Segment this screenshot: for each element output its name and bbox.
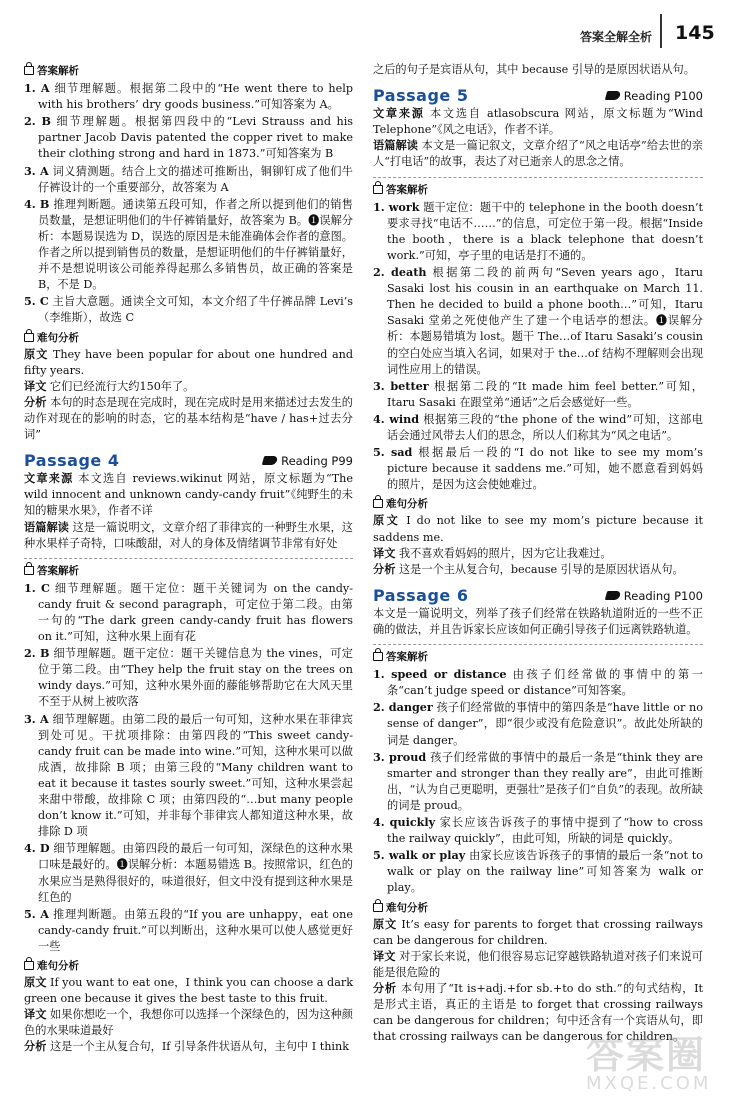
answer-explanation: 根据第二段的“It made him feel better.”可知，Itaru Sasaki 在跟堂弟“通话”之后会感觉好一些。: [387, 379, 703, 409]
answer-number: 5. walk or play: [373, 848, 466, 863]
section-heading: [24, 958, 353, 974]
answer-number: 3. A: [24, 163, 49, 178]
plain-text: 之后的句子是宾语从句，其中 because 引导的是原因状语从句。: [373, 63, 695, 76]
answer-number: 1. work: [373, 199, 420, 214]
pointing-hand-icon: [605, 91, 621, 100]
labeled-paragraph: [373, 546, 703, 562]
answer-number: 1. speed or distance: [373, 667, 507, 682]
divider: [24, 558, 353, 559]
answer-item: [373, 444, 703, 493]
answer-explanation: 推理判断题。通读第五段可知，作者之所以提到他们的销售员数量，是想证明他们的牛仔裤销量好，故答案为 B。❶误解分析：本题易误选为 D，误选的原因是未能准确体会作者的意图。作者之所以提到销售员的数量，是想证明他们的牛仔裤销量好，并不是想说明该公司能养得起那么多销售员，故正确的答案是 B，不是 D。: [38, 197, 353, 292]
paragraph-text: 这是一个主从复合句，because 引导的是原因状语从句。: [398, 562, 684, 576]
paragraph-label: 原文: [24, 976, 47, 990]
paragraph-label: 分析: [24, 1040, 47, 1054]
labeled-paragraph: [24, 379, 353, 395]
paragraph-text: 这是一个主从复合句，If 引导条件状语从句，主句中 I think: [49, 1040, 349, 1054]
answer-explanation: 细节理解题。根据第四段中的“Levi Strauss and his partner Jacob Davis patented the copper rivet to make their clothing strong and hard in 1873.”可知答案为 B: [38, 115, 354, 161]
answer-item: [24, 293, 353, 326]
labeled-paragraph: [24, 520, 353, 552]
answer-number: 2. danger: [373, 700, 433, 715]
paragraph-label: 文章来源: [373, 107, 425, 121]
answer-number: 3. proud: [373, 749, 427, 764]
section-heading: [373, 182, 703, 198]
answer-explanation: 细节理解题。由第四段的最后一句可知，深绿色的这种水果口味是最好的。❶误解分析：本题易错选 B。按照常识，红色的水果应当是熟得很好的，味道很好，但文中没有提到这种水果是红色的: [38, 842, 353, 904]
answer-explanation: 根据第三段的“the phone of the wind”可知，这部电话会通过风带去人们的思念，所以人们称其为“风之电话”。: [387, 412, 703, 442]
labeled-paragraph: [24, 1007, 353, 1039]
answer-item: [24, 906, 353, 955]
paragraph-text: I do not like to see my mom’s picture because it saddens me.: [373, 514, 703, 544]
passage-header: [373, 585, 703, 605]
paragraph-label: 原文: [24, 347, 49, 361]
page-header: [0, 0, 750, 52]
watermark-text: 答案圈: [586, 1033, 707, 1077]
section-title: 答案全解全析: [579, 30, 652, 44]
section-heading-text: 难句分析: [386, 498, 428, 511]
section-heading-text: 答案解析: [37, 65, 79, 77]
passage-title: Passage 6: [373, 585, 469, 605]
answer-number: 4. quickly: [373, 815, 436, 830]
passage-header: [24, 453, 353, 469]
answer-number: 4. D: [24, 841, 50, 856]
answer-item: [373, 411, 703, 444]
paragraph-text: 本文选自 reviews.wikinut 网站，原文标题为“The wild innocent and unknown candy-candy fruit”《纯野生的未知的糖果水果》，作者不详: [24, 472, 353, 518]
answer-item: [24, 840, 353, 905]
watermark-url: MXQE.COM: [586, 1073, 712, 1094]
answer-explanation: 细节理解题。由第二段的最后一句可知，这种水果在菲律宾到处可见。干扰项排除：由第四段的“This sweet candy-candy fruit can be made into wine.”可知，这种水果可以做成酒，故排除 B 项；由第三段的“Many children want to eat it because it tastes sourly sweet.”可知，这种水果尝起来甜中带酸，故排除 C 项；由第四段的“…but many people don’t know it.”可知，并非每个菲律宾人都知道这种水果，故排除 D 项: [38, 712, 353, 839]
section-heading-text: 答案解析: [386, 183, 428, 196]
paragraph-text: If you want to eat one，I think you can choose a dark green one because it gives the best taste to this fruit.: [24, 976, 354, 1006]
paragraph-text: 本文是一篇说明文，列举了孩子们经常在铁路轨道附近的一些不正确的做法，并且告诉家长应该如何正确引导孩子们远离铁路轨道。: [373, 606, 703, 636]
answer-number: 1. A: [24, 81, 50, 96]
section-heading: [24, 63, 353, 79]
passage-title: Passage 5: [373, 86, 469, 106]
labeled-paragraph: [373, 917, 703, 949]
right-column: [373, 62, 703, 1045]
answer-item: [373, 199, 703, 264]
labeled-paragraph: [24, 975, 353, 1007]
lock-icon: [373, 652, 383, 661]
section-heading-text: 难句分析: [37, 959, 79, 972]
lock-icon: [373, 903, 383, 912]
section-heading: [24, 330, 353, 346]
section-heading: [373, 649, 703, 665]
section-heading-text: 难句分析: [386, 901, 428, 914]
paragraph-label: 分析: [373, 981, 397, 995]
labeled-paragraph: [373, 513, 703, 545]
divider: [373, 644, 703, 645]
answer-number: 2. B: [24, 114, 51, 129]
answer-explanation: 细节理解题。根据第二段中的“He went there to help with his brothers’ dry goods business.”可知答案为 A。: [38, 82, 353, 112]
paragraph-label: 分析: [24, 395, 47, 409]
paragraph-label: 译文: [24, 1008, 47, 1022]
watermark-logo: [586, 1024, 736, 1094]
lock-icon: [24, 961, 34, 970]
answer-item: [24, 80, 353, 113]
reading-reference: [606, 588, 703, 604]
pointing-hand-icon: [605, 591, 621, 600]
labeled-paragraph: [24, 1039, 353, 1055]
answer-explanation: 题干定位：题干中的 telephone in the booth doesn’t 要求寻找“电话不……”的信息，可定位于第一段。根据“Inside the booth，there is a black telephone that doesn’t work.”可知，亭子里的电话是打不通的。: [387, 200, 704, 262]
answer-explanation: 细节理解题。题干定位：题干关键词为 on the candy-candy fruit & second paragraph，可定位于第二段。由第一句的“The dark green candy-candy fruit has flowers on it.”可知，这种水果上面有花: [38, 581, 354, 644]
answer-number: 4. B: [24, 196, 50, 211]
answer-number: 5. A: [24, 906, 49, 921]
answer-explanation: 细节理解题。题干定位：题干关键信息为 the vines，可定位于第二段。由“They help the fruit stay on the trees on windy days.”可知，这种水果外面的藤能够帮助它在大风天里不至于从树上被吹落: [38, 647, 353, 709]
paragraph-text: 本句的时态是现在完成时，现在完成时是用来描述过去发生的动作对现在的影响的时态，它的基本结构是“have / has+过去分词”: [24, 395, 353, 442]
paragraph-label: 译文: [373, 949, 396, 963]
answer-item: [24, 580, 353, 645]
answer-explanation: 由孩子们经常做的事情中的第一条“can’t judge speed or distance”可知答案。: [387, 668, 703, 698]
paragraph-text: 本句用了“It is+adj.+for sb.+to do sth.”的句式结构，It 是形式主语，真正的主语是 to forget that crossing railways can be dangerous for children；句中还含有一个宾语从句，即 that crossing railways can be dangerous for children。: [373, 981, 703, 1044]
reading-reference: [606, 88, 703, 104]
lock-icon: [24, 66, 34, 75]
answer-number: 1. C: [24, 580, 50, 595]
paragraph-label: 文章来源: [24, 472, 74, 486]
left-column: [24, 60, 353, 1056]
reading-page: Reading P100: [623, 89, 703, 104]
lock-icon: [373, 185, 383, 194]
answer-explanation: 主旨大意题。通读全文可知，本文介绍了牛仔裤品牌 Levi’s（李维斯），故选 C: [38, 295, 353, 325]
answer-explanation: 推理判断题。由第五段的“If you are unhappy，eat one candy-candy fruit.”可以判断出，这种水果可以使人感觉更好一些: [38, 907, 353, 953]
labeled-paragraph: [373, 138, 703, 170]
labeled-paragraph: [24, 471, 353, 519]
answer-number: 5. sad: [373, 445, 413, 460]
answer-item: [373, 378, 703, 411]
section-heading: [373, 496, 703, 512]
answer-item: [24, 196, 353, 294]
answer-item: [24, 113, 353, 162]
paragraph-text: 它们已经流行大约150年了。: [49, 379, 195, 393]
page-number: 145: [675, 22, 715, 44]
section-heading: [373, 900, 703, 916]
labeled-paragraph: [373, 562, 703, 578]
reading-reference: [263, 453, 353, 469]
paragraph-text: 本文是一篇记叙文，文章介绍了“风之电话亭”给去世的亲人“打电话”的故事，表达了对已逝亲人的思念之情。: [373, 139, 703, 169]
paragraph-label: 译文: [373, 546, 396, 560]
answer-number: 2. B: [24, 646, 50, 661]
answer-item: [373, 847, 703, 896]
paragraph-label: 原文: [373, 917, 397, 931]
answer-explanation: 根据最后一段的“I do not like to see my mom’s picture because it saddens me.”可知，她不愿意看到妈妈的照片，是因为这会使她难过。: [387, 446, 703, 492]
labeled-paragraph: [373, 949, 703, 981]
passage-title: Passage 4: [24, 451, 120, 471]
lock-icon: [373, 499, 383, 508]
answer-explanation: 词义猜测题。结合上文的描述可推断出，铜铆钉成了他们牛仔裤设计的一个重要部分，故答案为 A: [38, 164, 353, 194]
answer-number: 3. A: [24, 711, 49, 726]
answer-item: [373, 814, 703, 847]
pointing-hand-icon: [262, 456, 278, 465]
paragraph-label: 译文: [24, 379, 47, 393]
answer-explanation: 由家长应该告诉孩子的事情的最后一条“not to walk or play on the railway line”可知答案为 walk or play。: [387, 849, 703, 895]
reading-page: Reading P100: [623, 588, 703, 603]
paragraph-label: 语篇解读: [24, 520, 69, 534]
answer-item: [24, 645, 353, 710]
answer-item: [373, 666, 703, 699]
paragraph-text: 如果你想吃一个，我想你可以选择一个深绿色的，因为这种颜色的水果味道最好: [24, 1008, 353, 1038]
header-divider: [660, 14, 662, 48]
labeled-paragraph: [373, 106, 703, 138]
answer-item: [24, 163, 353, 196]
section-heading-text: 答案解析: [37, 564, 79, 577]
paragraph-text: 对于家长来说，他们很容易忘记穿越铁路轨道对孩子们来说可能是很危险的: [373, 949, 703, 979]
paragraph-text: It’s easy for parents to forget that crossing railways can be dangerous for children.: [373, 917, 703, 947]
answer-item: [373, 264, 703, 378]
labeled-paragraph: [24, 395, 353, 443]
answer-explanation: 孩子们经常做的事情中的第四条是“have little or no sense of danger”，即“很少或没有危险意识”。故此处所缺的词是 danger。: [387, 701, 703, 747]
answer-item: [24, 711, 353, 841]
lock-icon: [24, 566, 34, 575]
reading-page: Reading P99: [281, 454, 353, 469]
labeled-paragraph: [24, 347, 353, 379]
answer-number: 3. better: [373, 378, 429, 393]
answer-number: 5. C: [24, 294, 49, 309]
section-heading-text: 难句分析: [37, 331, 79, 344]
answer-explanation: 家长应该告诉孩子的事情中提到了“how to cross the railway quickly”，由此可知，所缺的词是 quickly。: [387, 816, 703, 846]
answer-item: [373, 699, 703, 748]
paragraph-label: 语篇解读: [373, 139, 418, 153]
answer-item: [373, 749, 703, 814]
passage-header: [373, 88, 703, 104]
paragraph-label: 分析: [373, 562, 396, 576]
divider: [373, 177, 703, 178]
section-heading-text: 答案解析: [386, 651, 428, 664]
paragraph-text: 我不喜欢看妈妈的照片，因为它让我难过。: [398, 546, 612, 560]
labeled-paragraph: [373, 606, 703, 638]
lock-icon: [24, 333, 34, 342]
answer-explanation: 根据第二段的前两句“Seven years ago，Itaru Sasaki lost his cousin in an earthquake on March 11. Then he decided to build a phone booth…”可知，Itaru Sasaki 堂弟之死使他产生了建一个电话亭的想法。❶误解分析：本题易错填为 lost。题干 The…of Itaru Sasaki’s cousin 的空白处应当填入名词，如果对于 the…of 结构不理解则会出现词性应用上的错误。: [387, 266, 704, 376]
answer-number: 2. death: [373, 265, 427, 280]
answer-explanation: 孩子们经常做的事情中的最后一条是“think they are smarter and stronger than they really are”，由此可推断出，“认为自己更聪明，更强壮”是孩子们“自负”的表现。故所缺的词是 proud。: [387, 750, 703, 812]
paragraph-text: 本文选自 atlasobscura 网站，原文标题为“Wind Telephone”《风之电话》，作者不详。: [373, 107, 703, 137]
paragraph-text: They have been popular for about one hundred and fifty years.: [24, 347, 353, 377]
paragraph-label: 原文: [373, 514, 401, 528]
answer-number: 4. wind: [373, 411, 420, 426]
paragraph-text: 这是一篇说明文，文章介绍了菲律宾的一种野生水果，这种水果样子奇特，口味酸甜，对人的身体及情绪调节非常有好处: [24, 520, 353, 550]
section-heading: [24, 563, 353, 579]
